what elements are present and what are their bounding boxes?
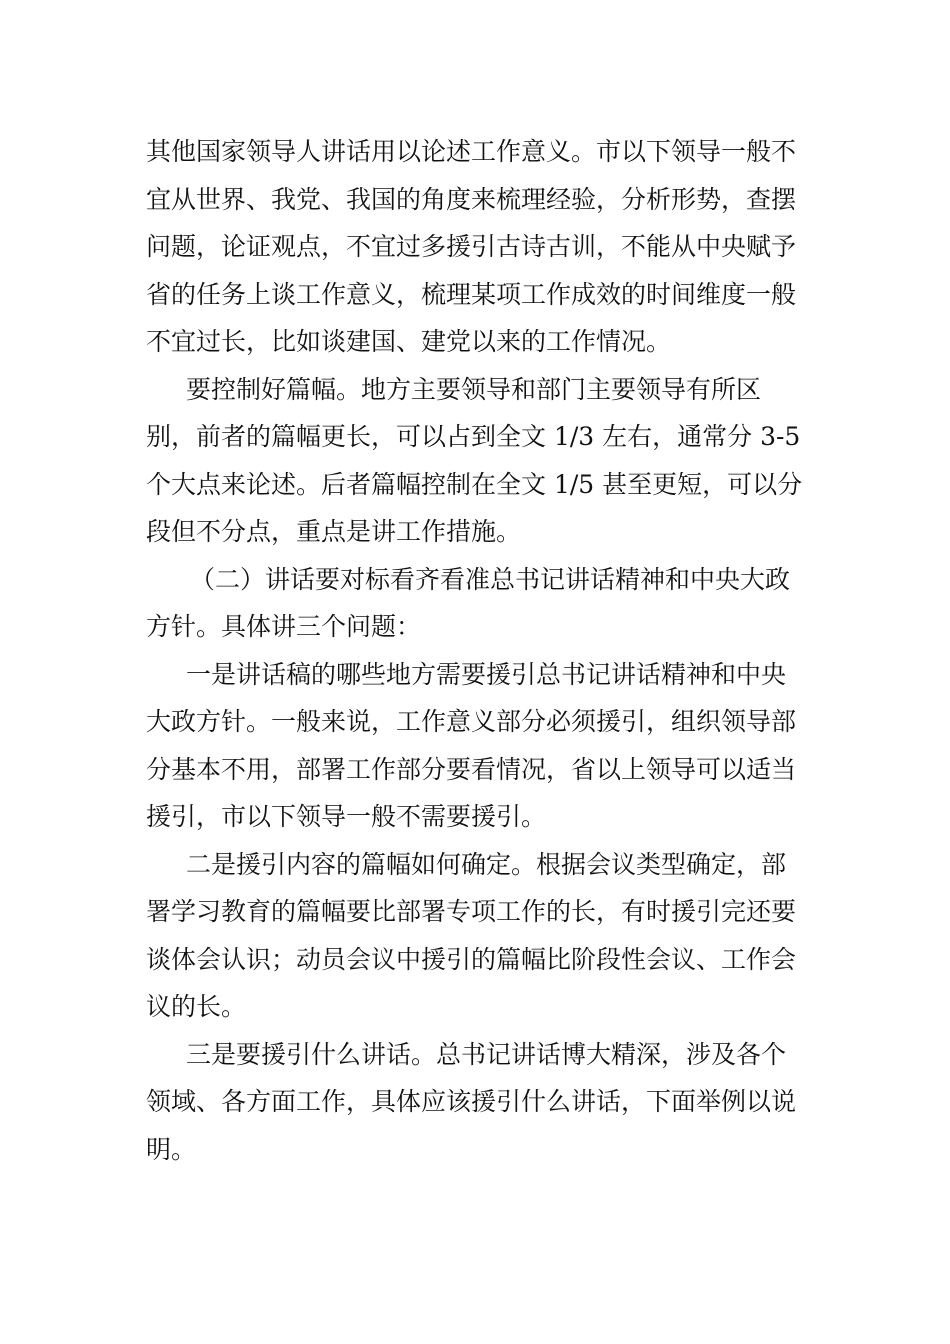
document-body [146, 128, 808, 1173]
paragraph-point-3: 三是要援引什么讲话。总书记讲话博大精深，涉及各个领域、各方面工作，具体应该援引什么讲话，下面举例以说明。 [146, 1039, 797, 1164]
paragraph-length-control: 要控制好篇幅。地方主要领导和部门主要领导有所区别，前者的篇幅更长，可以占到全文 1/3 左右，通常分 3-5 个大点来论述。后者篇幅控制在全文 1/5 甚至更短，可以分段但不分点，重点是讲工作措施。 [146, 374, 803, 546]
paragraph-point-2: 二是援引内容的篇幅如何确定。根据会议类型确定，部署学习教育的篇幅要比部署专项工作的长，有时援引完还要谈体会认识；动员会议中援引的篇幅比阶段性会议、工作会议的长。 [146, 849, 797, 1021]
paragraph-point-1: 一是讲话稿的哪些地方需要援引总书记讲话精神和中央大政方针。一般来说，工作意义部分必须援引，组织领导部分基本不用，部署工作部分要看情况，省以上领导可以适当援引，市以下领导一般不需要援引。 [146, 659, 797, 831]
paragraph-continued: 其他国家领导人讲话用以论述工作意义。市以下领导一般不宜从世界、我党、我国的角度来梳理经验，分析形势，查摆问题，论证观点，不宜过多援引古诗古训，不能从中央赋予省的任务上谈工作意义，梳理某项工作成效的时间维度一般不宜过长，比如谈建国、建党以来的工作情况。 [146, 137, 797, 356]
section-heading-2: （二）讲话要对标看齐看准总书记讲话精神和中央大政方针。具体讲三个问题： [146, 564, 791, 641]
